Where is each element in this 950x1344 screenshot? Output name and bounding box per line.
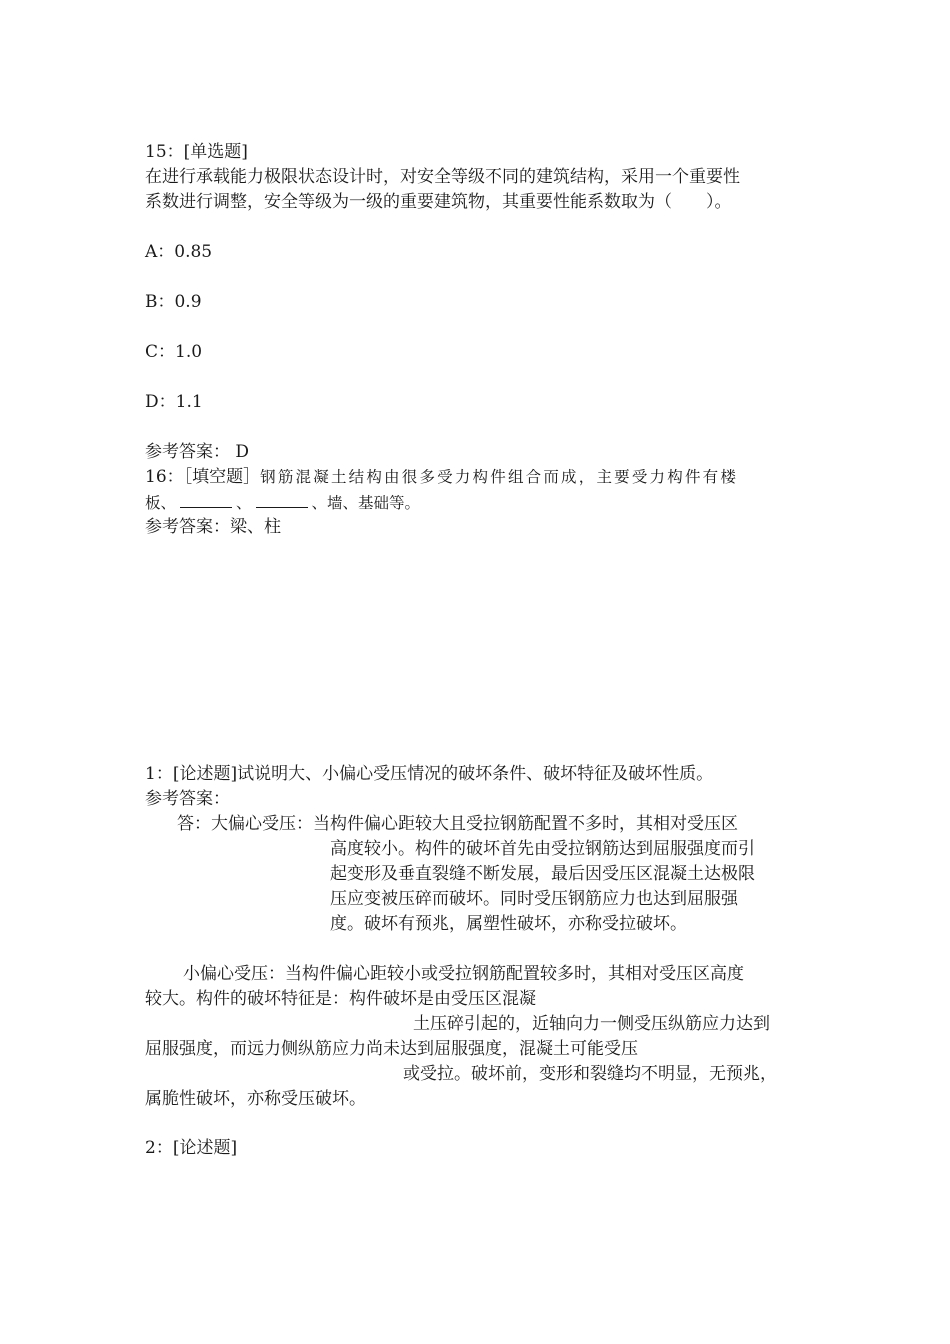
essay1-answer-label: 参考答案： [145, 789, 230, 809]
q16-answer: 参考答案：梁、柱 [145, 517, 281, 537]
essay1-big-line-3: 起变形及垂直裂缝不断发展，最后因受压区混凝土达极限 [330, 864, 755, 884]
q16-line-2 [145, 491, 420, 515]
essay1-big-lead: 答：大偏心受压：当构件偏心距较大且受拉钢筋配置不多时，其相对受压区 [177, 814, 738, 834]
fill-blank-1[interactable] [180, 493, 232, 508]
q15-option-b: B：0.9 [145, 292, 202, 312]
essay1-small-line-5: 或受拉。破坏前，变形和裂缝均不明显，无预兆， [403, 1064, 777, 1084]
q16-line-1 [145, 465, 738, 489]
essay1-big-line-2: 高度较小。构件的破坏首先由受拉钢筋达到屈服强度而引 [330, 839, 755, 859]
q16-stem-line-2-start: 板、 [145, 494, 177, 512]
q15-option-a: A：0.85 [145, 242, 213, 262]
q16-stem-line-1: 钢筋混凝土结构由很多受力构件组合而成，主要受力构件有楼 [260, 468, 739, 486]
q15-header: 15：[单选题] [145, 142, 248, 162]
q16-header: 16：［填空题］ [145, 467, 261, 487]
q15-answer: 参考答案： D [145, 442, 250, 462]
essay1-small-line-4: 屈服强度，而远力侧纵筋应力尚未达到屈服强度，混凝土可能受压 [145, 1039, 638, 1059]
essay2-question: 2：[论述题] [145, 1138, 238, 1158]
essay1-big-line-4: 压应变被压碎而破坏。同时受压钢筋应力也达到屈服强 [330, 889, 738, 909]
essay1-small-line-3: 土压碎引起的，近轴向力一侧受压纵筋应力达到 [413, 1014, 770, 1034]
fill-blank-2[interactable] [256, 493, 308, 508]
essay1-small-line-2: 较大。构件的破坏特征是：构件破坏是由受压区混凝 [145, 989, 536, 1009]
q15-stem-line-2: 系数进行调整，安全等级为一级的重要建筑物，其重要性能系数取为（ ）。 [145, 192, 732, 212]
q16-sep: 、 [236, 494, 252, 512]
essay1-big-line-5: 度。破坏有预兆，属塑性破坏，亦称受拉破坏。 [330, 914, 687, 934]
q15-stem-line-1: 在进行承载能力极限状态设计时，对安全等级不同的建筑结构，采用一个重要性 [145, 167, 740, 187]
q15-option-c: C：1.0 [145, 342, 203, 362]
q15-option-d: D：1.1 [145, 392, 203, 412]
q16-stem-line-2-end: 、墙、基础等。 [311, 494, 421, 512]
essay1-small-line-1: 小偏心受压：当构件偏心距较小或受拉钢筋配置较多时，其相对受压区高度 [183, 964, 744, 984]
essay1-small-line-6: 属脆性破坏，亦称受压破坏。 [145, 1089, 366, 1109]
essay1-question: 1：[论述题]试说明大、小偏心受压情况的破坏条件、破坏特征及破坏性质。 [145, 764, 714, 784]
